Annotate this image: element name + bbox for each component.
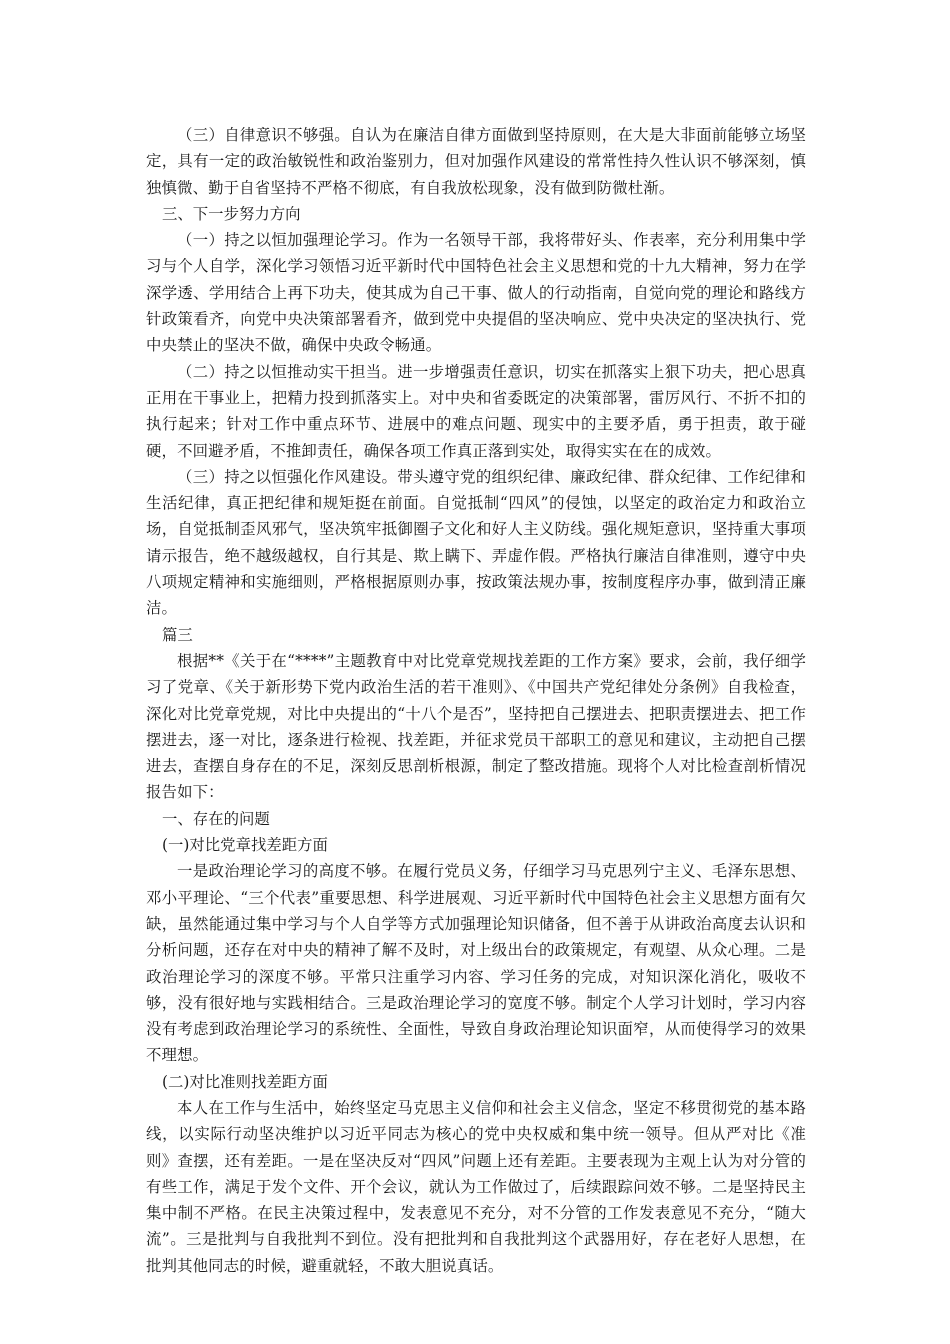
paragraph: （二）持之以恒推动实干担当。进一步增强责任意识，切实在抓落实上狠下功夫，把心思真正用在干事业上，把精力投到抓落实上。对中央和省委既定的决策部署，雷厉风行、不折不扣的执行起来；针对工作中重点环节、进展中的难点问题、现实中的主要矛盾，勇于担责，敢于碰硬，不回避矛盾，不推卸责任，确保各项工作真正落到实处，取得实实在在的成效。 xyxy=(146,362,806,460)
subsection-heading: (二)对比准则找差距方面 xyxy=(162,1072,328,1091)
section-heading: 三、下一步努力方向 xyxy=(162,204,301,223)
paragraph: （三）持之以恒强化作风建设。带头遵守党的组织纪律、廉政纪律、群众纪律、工作纪律和生活纪律，真正把纪律和规矩挺在前面。自觉抵制“四风”的侵蚀，以坚定的政治定力和政治立场，自觉抵制歪风邪气，坚决筑牢抵御圈子文化和好人主义防线。强化规矩意识，坚持重大事项请示报告，绝不越级越权，自行其是、欺上瞒下、弄虚作假。严格执行廉洁自律准则，遵守中央八项规定精神和实施细则，严格根据原则办事，按政策法规办事，按制度程序办事，做到清正廉洁。 xyxy=(146,467,806,618)
paragraph: （三）自律意识不够强。自认为在廉洁自律方面做到坚持原则，在大是大非面前能够立场坚定，具有一定的政治敏锐性和政治鉴别力，但对加强作风建设的常常性持久性认识不够深刻，慎独慎微、勤于自省坚持不严格不彻底，有自我放松现象，没有做到防微杜渐。 xyxy=(146,126,806,197)
section-heading: 一、存在的问题 xyxy=(162,809,270,828)
subsection-heading: (一)对比党章找差距方面 xyxy=(162,836,328,855)
section-heading: 篇三 xyxy=(162,625,193,644)
paragraph: 根据**《关于在“****”主题教育中对比党章党规找差距的工作方案》要求，会前，我仔细学习了党章、《关于新形势下党内政治生活的若干准则》、《中国共产党纪律处分条例》自我检查，深化对比党章党规，对比中央提出的“十八个是否”，坚持把自己摆进去、把职责摆进去、把工作摆进去，逐一对比，逐条进行检视、找差距，并征求党员干部职工的意见和建议，主动把自己摆进去，查摆自身存在的不足，深刻反思剖析根源，制定了整改措施。现将个人对比检查剖析情况报告如下： xyxy=(146,651,806,802)
paragraph: （一）持之以恒加强理论学习。作为一名领导干部，我将带好头、作表率，充分利用集中学习与个人自学，深化学习领悟习近平新时代中国特色社会主义思想和党的十九大精神，努力在学深学透、学用结合上再下功夫，使其成为自己干事、做人的行动指南，自觉向党的理论和路线方针政策看齐，向党中央决策部署看齐，做到党中央提倡的坚决响应、党中央决定的坚决执行、党中央禁止的坚决不做，确保中央政令畅通。 xyxy=(146,231,806,355)
paragraph: 本人在工作与生活中，始终坚定马克思主义信仰和社会主义信念，坚定不移贯彻党的基本路线，以实际行动坚决维护以习近平同志为核心的党中央权威和集中统一领导。但从严对比《准则》查摆，还有差距。一是在坚决反对“四风”问题上还有差距。主要表现为主观上认为对分管的有些工作，满足于发个文件、开个会议，就认为工作做过了，后续跟踪问效不够。二是坚持民主集中制不严格。在民主决策过程中，发表意见不充分，对不分管的工作发表意见不充分，“随大流”。三是批判与自我批判不到位。没有把批判和自我批判这个武器用好，存在老好人思想，在批判其他同志的时候，避重就轻，不敢大胆说真话。 xyxy=(146,1098,806,1275)
document-page xyxy=(146,122,806,1279)
paragraph: 一是政治理论学习的高度不够。在履行党员义务，仔细学习马克思列宁主义、毛泽东思想、邓小平理论、“三个代表”重要思想、科学进展观、习近平新时代中国特色社会主义思想方面有欠缺，虽然能通过集中学习与个人自学等方式加强理论知识储备，但不善于从讲政治高度去认识和分析问题，还存在对中央的精神了解不及时，对上级出台的政策规定，有观望、从众心理。二是政治理论学习的深度不够。平常只注重学习内容、学习任务的完成，对知识深化消化，吸收不够，没有很好地与实践相结合。三是政治理论学习的宽度不够。制定个人学习计划时，学习内容没有考虑到政治理论学习的系统性、全面性，导致自身政治理论知识面窄，从而使得学习的效果不理想。 xyxy=(146,862,806,1065)
